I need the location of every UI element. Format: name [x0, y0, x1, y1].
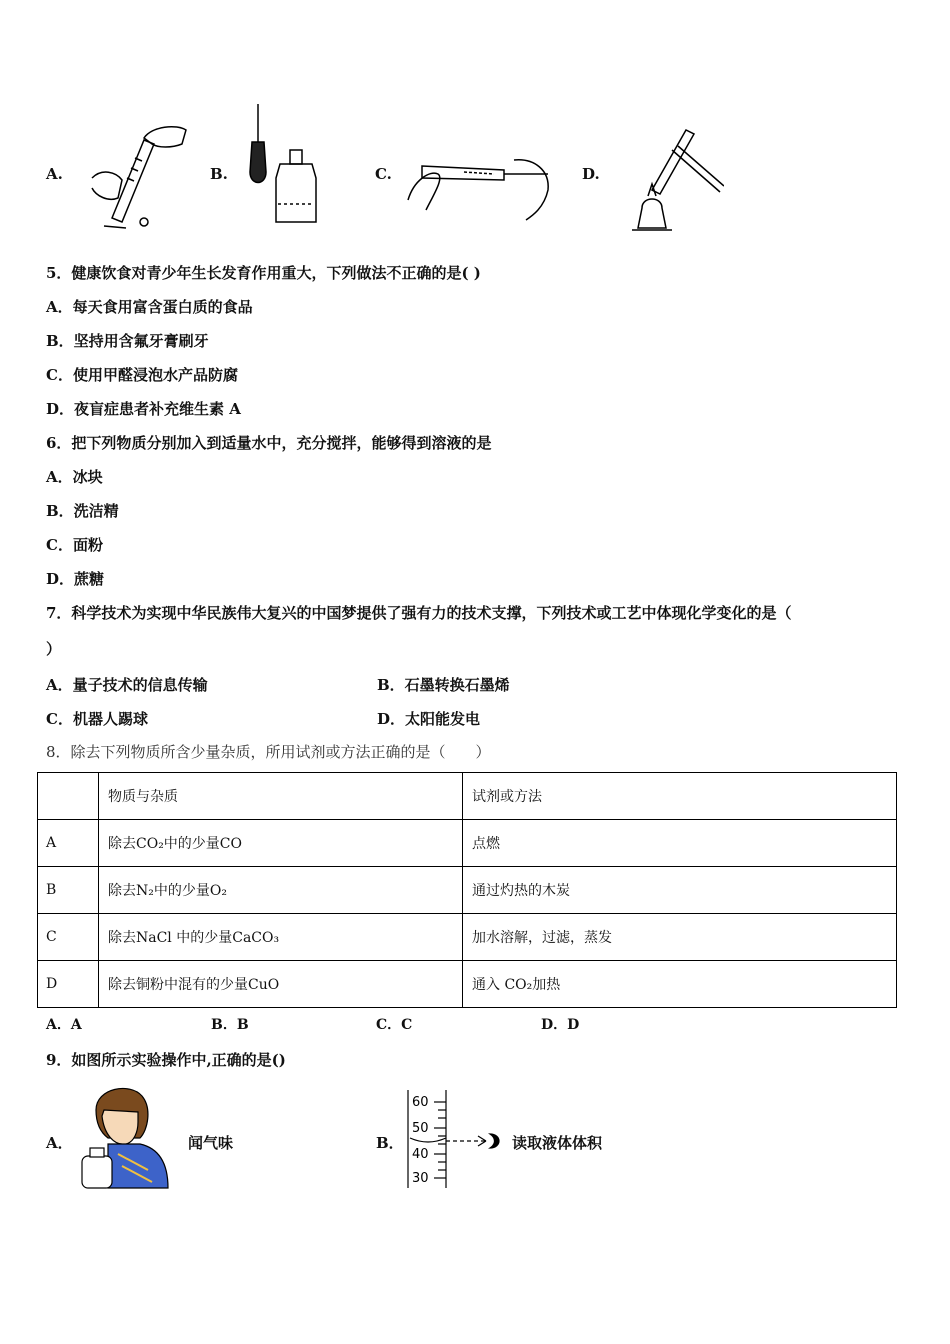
q4-option-b-label: B. [210, 165, 228, 183]
q5-option-b: B．坚持用含氟牙膏刷牙 [46, 332, 209, 350]
table-cell: 通入 CO₂加热 [463, 961, 897, 1008]
q9-option-b-label: B． [376, 1134, 404, 1152]
q9-scale-label: 30 [412, 1171, 429, 1186]
q7-option-c: C．机器人踢球 [46, 710, 148, 728]
q4-option-a-label: A. [46, 165, 63, 183]
table-cell: 点燃 [463, 820, 897, 867]
q5-option-c: C．使用甲醛浸泡水产品防腐 [46, 366, 238, 384]
q6-option-c: C．面粉 [46, 536, 103, 554]
q8-answer-c: C．C [376, 1017, 413, 1033]
q9-scale-label: 60 [412, 1095, 429, 1110]
q5-option-d: D．夜盲症患者补充维生素 A [46, 400, 241, 418]
table-cell: B [38, 867, 99, 914]
q5-option-a: A．每天食用富含蛋白质的食品 [46, 298, 253, 316]
q6-stem: 6．把下列物质分别加入到适量水中，充分搅拌，能够得到溶液的是 [46, 434, 492, 452]
q4-figure-d-heating-test-tube-icon [612, 120, 724, 232]
table-cell: 除去N₂中的少量O₂ [99, 867, 463, 914]
table-row [38, 867, 897, 914]
table-cell: 通过灼热的木炭 [463, 867, 897, 914]
q9-scale-label: 40 [412, 1147, 429, 1162]
q8-answer-a: A．A [46, 1017, 82, 1033]
table-header-row [38, 773, 897, 820]
q9-scale-label: 50 [412, 1121, 429, 1136]
table-row [38, 961, 897, 1008]
q6-option-d: D．蔗糖 [46, 570, 105, 588]
q7-option-b: B．石墨转换石墨烯 [377, 676, 510, 694]
table-cell: 除去NaCl 中的少量CaCO₃ [99, 914, 463, 961]
q9-caption-b: 读取液体体积 [512, 1134, 603, 1152]
q9-stem: 9．如图所示实验操作中,正确的是() [46, 1051, 286, 1069]
q7-stem: 7．科学技术为实现中华民族伟大复兴的中国梦提供了强有力的技术支撑，下列技术或工艺中体现化学变化的是（ [46, 604, 792, 622]
table-cell: 除去CO₂中的少量CO [99, 820, 463, 867]
q8-answer-d: D．D [541, 1017, 580, 1033]
q4-option-d-label: D. [582, 165, 600, 183]
q4-figure-a-pouring-cylinder-icon [82, 118, 192, 230]
q9-caption-a: 闻气味 [188, 1134, 234, 1152]
q7-option-a: A．量子技术的信息传输 [46, 676, 208, 694]
q4-option-c-label: C. [375, 165, 392, 183]
table-row [38, 914, 897, 961]
q7-option-d: D．太阳能发电 [377, 710, 481, 728]
table-cell: 除去铜粉中混有的少量CuO [99, 961, 463, 1008]
table-row [38, 820, 897, 867]
q8-answer-b: B．B [211, 1017, 249, 1033]
q8-table [37, 772, 897, 1008]
q4-figure-c-test-tube-shaking-icon [404, 150, 554, 224]
table-cell: C [38, 914, 99, 961]
q6-option-b: B．洗洁精 [46, 502, 119, 520]
q7-stem-continued: ） [46, 640, 62, 658]
q6-option-a: A．冰块 [46, 468, 103, 486]
table-cell: A [38, 820, 99, 867]
q9-figure-a-smelling-icon [78, 1082, 170, 1192]
table-header-cell: 物质与杂质 [99, 773, 463, 820]
q9-figure-b-reading-scale-icon [404, 1088, 514, 1190]
q4-figure-b-dropper-bottle-icon [244, 102, 324, 230]
q5-stem: 5．健康饮食对青少年生长发育作用重大，下列做法不正确的是( ) [46, 264, 481, 282]
table-cell: 加水溶解，过滤，蒸发 [463, 914, 897, 961]
table-header-cell: 试剂或方法 [463, 773, 897, 820]
table-header-cell [38, 773, 99, 820]
q8-stem: 8．除去下列物质所含少量杂质，所用试剂或方法正确的是（ ） [46, 743, 491, 761]
table-cell: D [38, 961, 99, 1008]
q9-option-a-label: A． [46, 1134, 73, 1152]
